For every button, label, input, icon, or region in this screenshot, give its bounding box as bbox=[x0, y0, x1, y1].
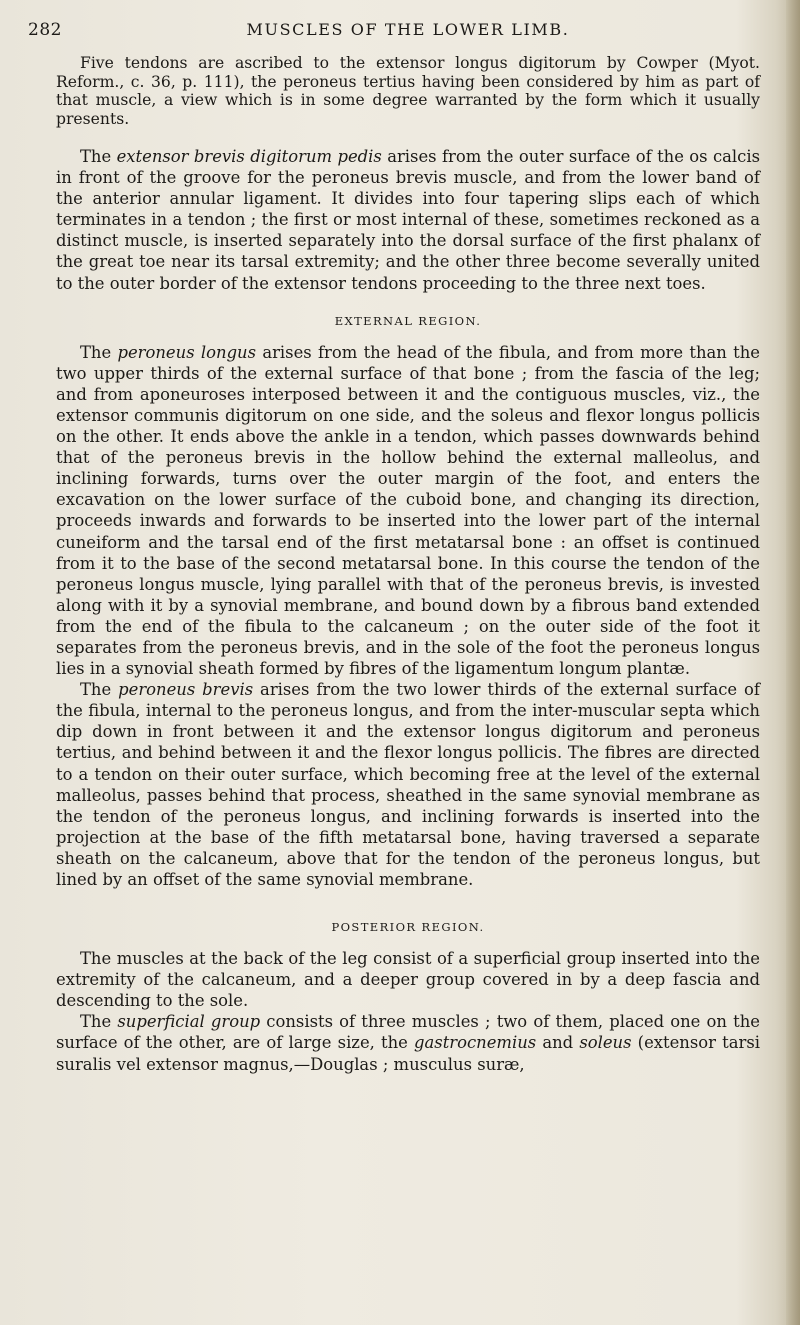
heading-external-region: EXTERNAL REGION. bbox=[334, 313, 482, 328]
paragraph-peroneus-brevis: The peroneus brevis arises from the two lower thirds of the external surface of the fibula, internal to the peroneus longus, and from the inter-muscular septa which dip down in front between it and the extensor longus digitorum and peroneus tertius, and behind between it and the flexor longus pollicis. The fibres are directed to a tendon on their outer surface, which becoming free at the level of the external malleolus, passes behind that process, sheathed in the same synovial membrane as the tendon of the peroneus longus, and inclining forwards is inserted into the projection at the base of the fifth metatarsal bone, having traversed a separate sheath on the calcaneum, above that for the tendon of the peroneus longus, but lined by an offset of the same synovial membrane. bbox=[56, 680, 760, 889]
running-head: MUSCLES OF THE LOWER LIMB. bbox=[246, 20, 570, 39]
term-soleus: soleus bbox=[579, 1033, 632, 1053]
body-text bbox=[56, 54, 760, 1075]
term-superficial-group: superficial group bbox=[117, 1012, 261, 1032]
paragraph-superficial-group: The superficial group consists of three muscles ; two of them, placed one on the surface of the other, are of large size, the gastrocnemius and soleus (extensor tarsi suralis vel extensor magnus,—Douglas ; musculus suræ, bbox=[56, 1012, 760, 1074]
page-edge-shadow bbox=[786, 0, 800, 1325]
term-extensor-brevis: extensor brevis digitorum pedis bbox=[116, 147, 382, 166]
term-peroneus-longus: peroneus longus bbox=[117, 342, 257, 362]
page-number: 282 bbox=[28, 20, 62, 40]
heading-posterior-region: POSTERIOR REGION. bbox=[331, 920, 485, 935]
term-gastrocnemius: gastrocnemius bbox=[414, 1033, 537, 1053]
paragraph-posterior-muscles: The muscles at the back of the leg consist of a superficial group inserted into the extremity of the calcaneum, and a deeper group covered in by a deep fascia and descending to the sole. bbox=[56, 949, 760, 1011]
paragraph-extensor-brevis: The extensor brevis digitorum pedis arises from the outer surface of the os calcis in front of the groove for the peroneus brevis muscle, and from the lower band of the anterior annular ligament. It divides into four tapering slips each of which terminates in a tendon ; the first or most internal of these, sometimes reckoned as a distinct muscle, is inserted separately into the dorsal surface of the first phalanx of the great toe near its tarsal extremity; and the other three become severally united to the outer border of the extensor tendons proceeding to the three next toes. bbox=[56, 147, 761, 293]
paragraph-peroneus-longus: The peroneus longus arises from the head of the fibula, and from more than the two upper thirds of the external surface of that bone ; from the fascia of the leg; and from aponeuroses interposed between it and the contiguous muscles, viz., the extensor communis digitorum on one side, and the soleus and flexor longus pollicis on the other. It ends above the ankle in a tendon, which passes downwards behind that of the peroneus brevis in the hollow behind the external malleolus, and inclining forwards, turns over the outer margin of the foot, and enters the excavation on the lower surface of the cuboid bone, and changing its direction, proceeds inwards and forwards to be inserted into the lower part of the internal cuneiform and the tarsal end of the first metatarsal bone : an offset is continued from it to the base of the second metatarsal bone. In this course the tendon of the peroneus longus muscle, lying parallel with that of the peroneus brevis, is invested along with it by a synovial membrane, and bound down by a fibrous band extended from the end of the fibula to the calcaneum ; on the outer side of the foot it separates from the peroneus brevis, and in the sole of the foot the peroneus longus lies in a synovial sheath formed by fibres of the ligamentum longum plantæ. bbox=[56, 342, 760, 679]
paragraph-footnote-cowper: Five tendons are ascribed to the extensor longus digitorum by Cowper (Myot. Reform., c. 36, p. 111), the peroneus tertius having been considered by him as part of that muscle, a view which is in some degree warranted by the form which it usually presents. bbox=[56, 54, 760, 128]
page-header bbox=[28, 20, 760, 50]
term-peroneus-brevis: peroneus brevis bbox=[118, 680, 254, 700]
